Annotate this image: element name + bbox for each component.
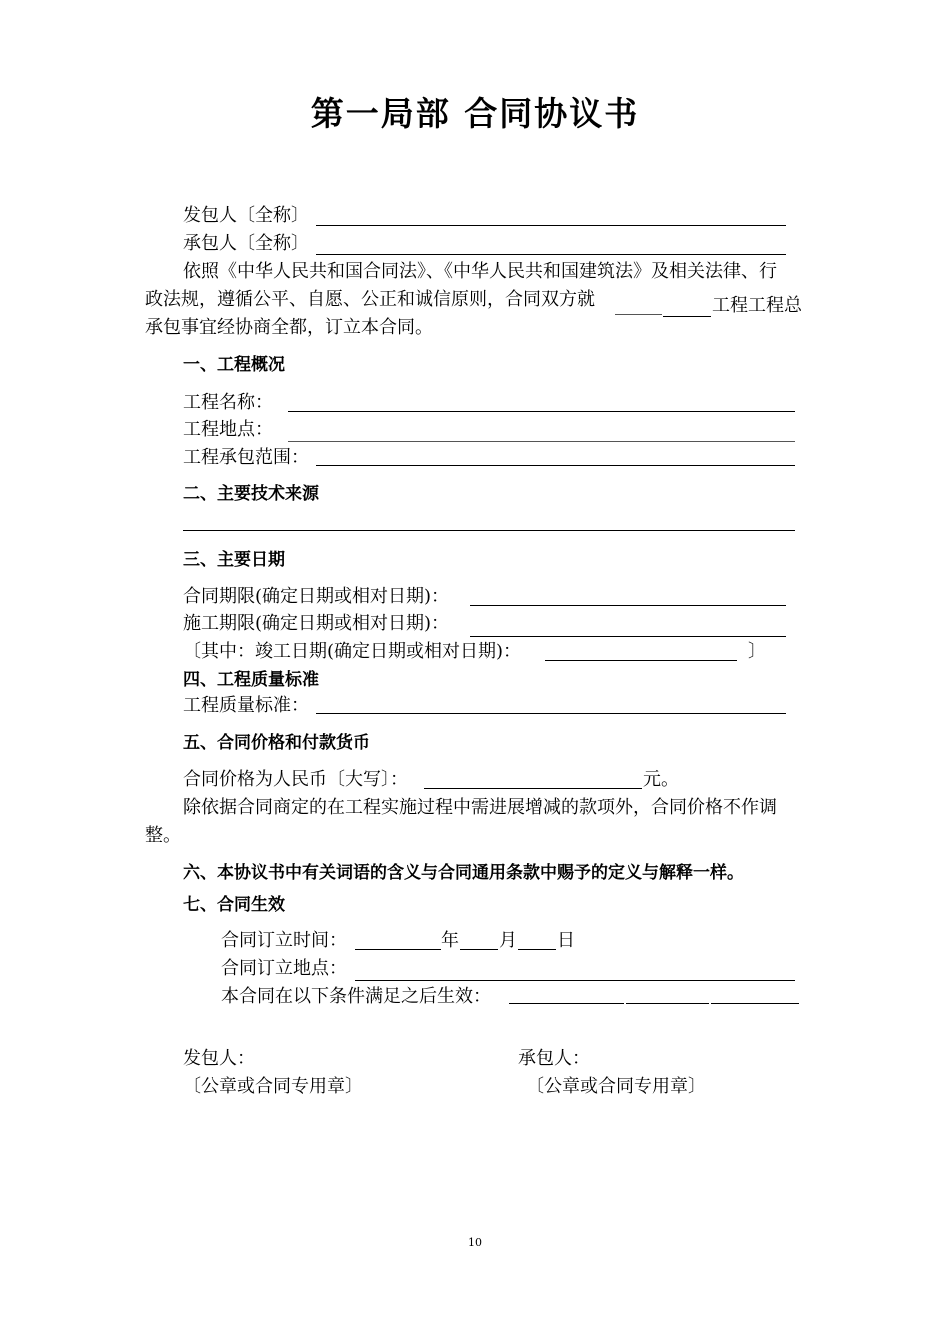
contract-price-label: 合同价格为人民币〔大写〕： (183, 769, 408, 790)
contractor-signature-label: 承包人： (518, 1048, 590, 1069)
employer-full-name-label: 发包人〔全称〕 (183, 205, 309, 226)
signing-day-blank[interactable] (518, 949, 556, 950)
employer-signature-label: 发包人： (183, 1048, 255, 1069)
construction-period-blank[interactable] (470, 636, 786, 637)
technical-source-blank[interactable] (183, 530, 795, 531)
effective-condition-blank-c[interactable] (711, 1003, 799, 1004)
project-location-blank[interactable] (288, 441, 795, 442)
project-name-blank-a[interactable] (615, 314, 662, 315)
intro-line-2: 政法规，遵循公平、自愿、公正和诚信原则，合同双方就 (145, 289, 595, 310)
employer-full-name-blank[interactable] (316, 225, 786, 226)
contract-price-blank[interactable] (424, 788, 642, 789)
signing-place-blank[interactable] (355, 980, 795, 981)
year-label: 年 (441, 930, 459, 951)
section-1-heading: 一、工程概况 (183, 355, 285, 375)
day-label: 日 (557, 930, 575, 951)
section-3-heading: 三、主要日期 (183, 550, 285, 570)
contract-price-unit: 元。 (643, 769, 679, 790)
contractor-seal-note: 〔公章或合同专用章〕 (526, 1076, 706, 1097)
effective-condition-blank-b[interactable] (626, 1003, 709, 1004)
contract-period-blank[interactable] (470, 605, 786, 606)
project-name-blank-b[interactable] (663, 316, 711, 317)
quality-standard-label: 工程质量标准： (183, 695, 309, 716)
project-scope-blank[interactable] (316, 465, 795, 466)
section-6-heading: 六、本协议书中有关词语的含义与合同通用条款中赐予的定义与解释一样。 (183, 863, 744, 883)
signing-place-label: 合同订立地点： (221, 958, 347, 979)
signing-year-blank[interactable] (355, 949, 441, 950)
construction-period-label: 施工期限(确定日期或相对日期)： (183, 613, 450, 634)
intro-line-2-tail: 工程工程总 (712, 295, 802, 316)
quality-standard-blank[interactable] (316, 713, 786, 714)
completion-date-label: 〔其中：竣工日期(确定日期或相对日期)： (183, 641, 522, 662)
completion-date-close: 〕 (748, 641, 766, 662)
effective-condition-blank-a[interactable] (509, 1003, 624, 1004)
section-4-heading: 四、工程质量标准 (183, 670, 319, 690)
intro-line-3: 承包事宜经协商全都，订立本合同。 (145, 317, 433, 338)
section-5-heading: 五、合同价格和付款货币 (183, 733, 370, 753)
project-location-label: 工程地点： (183, 419, 273, 440)
section-2-heading: 二、主要技术来源 (183, 484, 319, 504)
project-scope-label: 工程承包范围： (183, 447, 309, 468)
price-note-line-2: 整。 (145, 825, 181, 846)
project-name-blank[interactable] (288, 411, 795, 412)
section-7-heading: 七、合同生效 (183, 895, 285, 915)
price-note-line-1: 除依据合同商定的在工程实施过程中需进展增减的款项外，合同价格不作调 (183, 797, 777, 818)
project-name-label: 工程名称： (183, 392, 273, 413)
effective-condition-label: 本合同在以下条件满足之后生效： (221, 986, 491, 1007)
employer-seal-note: 〔公章或合同专用章〕 (183, 1076, 363, 1097)
completion-date-blank[interactable] (545, 660, 737, 661)
signing-month-blank[interactable] (460, 949, 498, 950)
month-label: 月 (499, 930, 517, 951)
intro-line-1: 依照《中华人民共和国合同法》、《中华人民共和国建筑法》及相关法律、行 (183, 261, 777, 282)
contract-period-label: 合同期限(确定日期或相对日期)： (183, 586, 450, 607)
page-title: 第一局部 合同协议书 (310, 94, 640, 133)
signing-time-label: 合同订立时间： (221, 930, 347, 951)
page-number: 10 (468, 1236, 482, 1249)
contractor-full-name-label: 承包人〔全称〕 (183, 233, 309, 254)
contractor-full-name-blank[interactable] (316, 254, 786, 255)
